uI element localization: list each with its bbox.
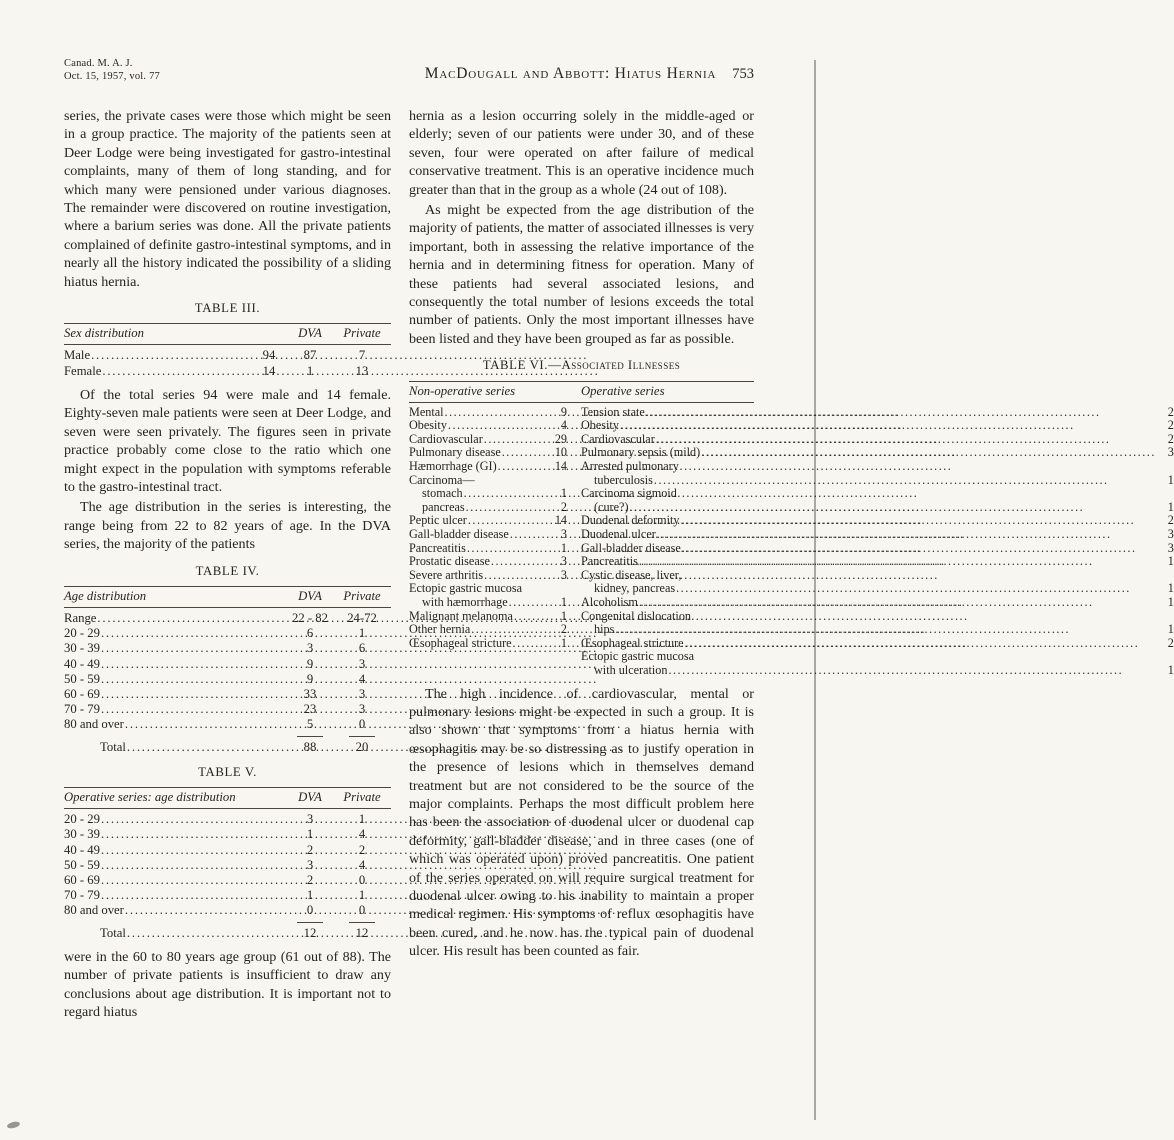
illness-label: Pancreatitis <box>581 554 638 569</box>
table-row <box>409 501 567 515</box>
illness-count: 1 <box>1167 499 1174 514</box>
illness-label: Œsophageal stricture <box>409 635 512 650</box>
row-label: 30 - 39 <box>64 827 100 842</box>
illness-label: Hæmorrhage (GI) <box>409 459 497 474</box>
dot-leader <box>448 419 549 433</box>
table-row <box>581 446 1174 460</box>
table-row <box>409 582 567 596</box>
table-row <box>581 528 1174 542</box>
illness-label: Gall-bladder disease <box>581 540 681 555</box>
dot-leader <box>125 903 284 918</box>
table-iv <box>64 562 391 755</box>
scan-edge-artifact <box>814 60 816 1120</box>
illness-label: hips <box>594 622 615 637</box>
illness-count: 1 <box>1167 554 1174 569</box>
table-row <box>581 419 1174 433</box>
dot-leader <box>101 843 284 858</box>
illness-label: Tension state <box>581 404 645 419</box>
illness-count: 1 <box>1167 581 1174 596</box>
cell-dva: 1 <box>306 363 314 378</box>
cell-private: 24-72 <box>347 610 377 625</box>
dot-leader <box>639 596 1156 610</box>
dot-leader <box>101 672 284 687</box>
table-iii-caption: TABLE III. <box>194 301 261 316</box>
dot-leader <box>101 827 284 842</box>
table-row <box>581 542 1174 556</box>
illness-label: Arrested pulmonary <box>581 459 679 474</box>
cell-dva: 3 <box>306 812 314 827</box>
dot-leader <box>682 542 1156 556</box>
table-v-body <box>64 809 391 918</box>
illness-count: 9 <box>560 404 567 419</box>
cell-private: 3 <box>358 656 366 671</box>
row-label: 40 - 49 <box>64 656 100 671</box>
illness-count: 3 <box>1167 445 1174 460</box>
dot-leader <box>101 702 284 717</box>
table-row <box>64 812 391 827</box>
column-header-label: Sex distribution <box>64 326 144 341</box>
table-row <box>581 555 1174 569</box>
cell-total: 94 <box>262 348 276 363</box>
cell-private: 3 <box>358 686 366 701</box>
journal-citation <box>64 58 160 83</box>
dot-leader <box>630 501 1156 515</box>
illness-label: Pulmonary disease <box>409 445 501 460</box>
illness-count: 3 <box>1167 540 1174 555</box>
row-label: 20 - 29 <box>64 812 100 827</box>
row-label: 80 and over <box>64 903 124 918</box>
table-row <box>409 514 567 528</box>
illness-label: Pancreatitis <box>409 540 466 555</box>
dot-leader <box>510 528 549 542</box>
illness-count: 1 <box>560 608 567 623</box>
illness-count: 14 <box>554 459 567 474</box>
cell-private: 0 <box>358 872 366 887</box>
table-vi-caption-title: Associated Illnesses <box>561 358 681 373</box>
dot-leader <box>484 569 549 583</box>
illness-label: Œsophageal stricture <box>581 635 684 650</box>
dot-leader <box>654 474 1156 488</box>
table-iv-total-row <box>64 740 391 755</box>
illness-count: 1 <box>560 595 567 609</box>
cell-private: 0 <box>358 717 366 732</box>
illness-count: 1 <box>560 540 567 555</box>
table-row <box>409 623 567 637</box>
cell-dva: 3 <box>306 857 314 872</box>
table-row <box>64 843 391 858</box>
table-row <box>581 474 1174 488</box>
illness-label: Obesity <box>581 418 619 433</box>
dot-leader <box>101 687 284 702</box>
paragraph: The high incidence of cardiovascular, mental or pulmonary lesions might be expected in such a group. It is also shown that symptoms from a hiatus hernia with œsophagitis may be so distressing as to justify operation in the presence of lesions which in themselves demand treatment but are not considered to be the source of the major complaints. Perhaps the most difficult problem here has been the association of duodenal ulcer or duodenal cap deformity, gall-bladder disease, and in three cases (one of which was operated upon) proved pancreatitis. One patient of the series operated on will require surgical treatment for duodenal ulcer owing to his inability to maintain a proper medical regimen. His symptoms of reflux œsophagitis have been cured, and he now has the typical pain of duodenal ulcer. His result has been counted as fair. <box>409 685 754 960</box>
illness-label: Congenital dislocation <box>581 608 692 623</box>
table-row <box>64 888 391 903</box>
column-header-private: Private <box>343 588 381 603</box>
illness-label: Malignant melanoma <box>409 608 513 623</box>
table-row <box>409 596 567 610</box>
column-header-private: Private <box>343 326 381 341</box>
table-row <box>64 626 391 641</box>
illness-count: 1 <box>1167 472 1174 487</box>
illness-label: Peptic ulcer <box>409 513 467 528</box>
dot-leader <box>97 611 284 626</box>
dot-leader <box>466 501 549 515</box>
table-v-caption: TABLE V. <box>198 764 257 779</box>
illness-label: Severe arthritis <box>409 567 484 582</box>
cell-dva: 9 <box>306 671 314 686</box>
dot-leader <box>101 626 284 641</box>
dot-leader <box>509 596 549 610</box>
illness-label: Carcinoma— <box>409 472 475 487</box>
running-head <box>425 65 754 83</box>
column-header-dva: DVA <box>298 790 322 805</box>
paragraph: were in the 60 to 80 years age group (61 out of 88). The number of private patients is insufficient to draw any conclusions about age distribution. It is important not to regard hiatus <box>64 948 391 1021</box>
illness-label: stomach <box>422 486 463 501</box>
table-row <box>64 873 391 888</box>
illness-count: 1 <box>1167 622 1174 637</box>
table-row <box>64 657 391 672</box>
row-label: Female <box>64 363 102 378</box>
illness-count: 1 <box>560 486 567 501</box>
dot-leader <box>101 873 284 888</box>
table-vi-body <box>409 403 1174 678</box>
table-iii <box>64 299 391 379</box>
column-header-label: Operative series: age distribution <box>64 790 236 805</box>
table-row <box>64 364 391 379</box>
paragraph: series, the private cases were those which might be seen in a group practice. The majority of the patients seen at Deer Lodge were being investigated for gastro-intestinal complaints, many of them of long standing, and for which many were pensioned under various diagnoses. The remainder were discovered on routine investigation, where a barium series was done. All the private patients complained of definite gastro-intestinal symptoms, and in nearly all the history indicated the possibility of a sliding hiatus hernia. <box>64 108 391 290</box>
dot-leader <box>491 555 549 569</box>
cell-dva: 22 - 82 <box>292 610 328 625</box>
cell-dva-total: 88 <box>287 740 333 755</box>
table-row <box>581 637 1174 651</box>
column-header-label: Age distribution <box>64 588 147 603</box>
illness-count: 2 <box>1167 513 1174 528</box>
table-row <box>64 672 391 687</box>
table-row <box>64 611 391 626</box>
table-vi-header <box>409 381 754 403</box>
row-label: 20 - 29 <box>64 626 100 641</box>
illness-count: 2 <box>560 499 567 514</box>
row-label: 70 - 79 <box>64 888 100 903</box>
dot-leader <box>127 926 284 941</box>
illness-label: tuberculosis <box>594 472 653 487</box>
dot-leader <box>646 406 1156 420</box>
illness-label: with hæmorrhage <box>422 595 508 609</box>
row-label: 60 - 69 <box>64 872 100 887</box>
illness-count: 1 <box>1167 662 1174 677</box>
cell-dva: 1 <box>306 888 314 903</box>
cell-private: 4 <box>358 827 366 842</box>
dot-leader <box>125 717 284 732</box>
illness-count: 3 <box>560 554 567 569</box>
cell-private: 1 <box>358 626 366 641</box>
dot-leader <box>668 664 1155 678</box>
column-header-private: Private <box>343 790 381 805</box>
dot-leader <box>701 446 1156 460</box>
table-row <box>64 687 391 702</box>
table-row <box>581 433 1174 447</box>
dot-leader <box>502 446 549 460</box>
table-v-header <box>64 787 391 809</box>
cell-dva: 9 <box>306 656 314 671</box>
dot-leader <box>467 542 549 556</box>
cell-private-total: 20 <box>333 740 391 755</box>
table-row <box>409 528 567 542</box>
dot-leader <box>620 419 1156 433</box>
row-label: 50 - 59 <box>64 671 100 686</box>
illness-label: Cardiovascular <box>581 431 655 446</box>
operative-series-list <box>581 406 1174 678</box>
column-header-dva: DVA <box>298 326 322 341</box>
table-vi-caption <box>409 356 754 374</box>
table-row <box>409 555 567 569</box>
journal-issue-date: Oct. 15, 1957, vol. 77 <box>64 70 160 82</box>
illness-count: 2 <box>1167 418 1174 433</box>
table-row <box>581 596 1174 610</box>
table-row <box>581 623 1174 637</box>
table-v-total-row <box>64 926 391 941</box>
dot-leader <box>445 406 549 420</box>
dot-leader <box>101 888 284 903</box>
illness-label: Ectopic gastric mucosa <box>409 581 523 596</box>
illness-label: Pulmonary sepsis (mild) <box>581 445 701 460</box>
dot-leader <box>101 858 284 873</box>
cell-private: 7 <box>358 348 366 363</box>
left-column <box>64 107 391 1023</box>
dot-leader <box>498 460 549 474</box>
table-row <box>409 446 567 460</box>
illness-count: 2 <box>1167 635 1174 650</box>
cell-private: 4 <box>358 671 366 686</box>
illness-count: 14 <box>554 513 567 528</box>
cell-private: 2 <box>358 842 366 857</box>
table-iv-header <box>64 586 391 608</box>
cell-private: 1 <box>358 812 366 827</box>
illness-label: Prostatic disease <box>409 554 490 569</box>
dot-leader <box>615 623 1156 637</box>
illness-count: 2 <box>560 622 567 637</box>
illness-count: 10 <box>554 445 567 460</box>
dot-leader <box>514 610 549 624</box>
illness-label: Cystic disease, liver, <box>581 567 682 582</box>
table-row <box>409 433 567 447</box>
cell-dva: 2 <box>306 872 314 887</box>
table-row <box>581 582 1174 596</box>
table-row <box>409 610 567 624</box>
illness-label: Cardiovascular <box>409 431 483 446</box>
table-v <box>64 763 391 941</box>
illness-label: Ectopic gastric mucosa <box>581 649 695 664</box>
table-vi-caption-dash: — <box>548 358 562 373</box>
journal-name: Canad. M. A. J. <box>64 58 133 69</box>
cell-private: 6 <box>358 641 366 656</box>
table-row <box>581 501 1174 515</box>
illness-label: Carcinoma sigmoid <box>581 486 677 501</box>
row-label: Total <box>100 925 126 940</box>
row-label: 60 - 69 <box>64 686 100 701</box>
table-row <box>64 641 391 656</box>
table-row <box>581 514 1174 528</box>
dot-leader <box>657 528 1156 542</box>
table-row <box>409 460 567 474</box>
cell-private: 13 <box>355 363 369 378</box>
table-row <box>409 474 567 488</box>
illness-count: 2 <box>1167 431 1174 446</box>
cell-dva: 6 <box>306 626 314 641</box>
illness-count: 3 <box>560 567 567 582</box>
row-label: 30 - 39 <box>64 641 100 656</box>
cell-total: 14 <box>262 363 276 378</box>
illness-label: Duodenal deformity <box>581 513 680 528</box>
table-vi <box>409 356 1174 677</box>
illness-count: 4 <box>560 418 567 433</box>
cell-private: 1 <box>358 888 366 903</box>
table-row <box>581 406 1174 420</box>
cell-dva: 3 <box>306 641 314 656</box>
dot-leader <box>101 657 284 672</box>
dot-leader <box>656 433 1156 447</box>
running-title: MacDougall and Abbott: Hiatus Hernia <box>424 65 717 82</box>
illness-count: 1 <box>560 635 567 650</box>
row-label: Range <box>64 610 97 625</box>
cell-dva: 23 <box>303 702 317 717</box>
table-row <box>581 610 1174 624</box>
illness-label: with ulceration <box>594 662 668 677</box>
table-row <box>581 650 1174 664</box>
scan-corner-artifact <box>6 1121 20 1130</box>
table-row <box>64 348 391 363</box>
dot-leader <box>513 637 549 651</box>
table-row <box>64 858 391 873</box>
illness-count: 3 <box>1167 527 1174 542</box>
cell-private: 3 <box>358 702 366 717</box>
illness-label: pancreas <box>422 499 465 514</box>
illness-label: Alcoholism <box>581 595 638 609</box>
dot-leader <box>685 637 1156 651</box>
page-header <box>64 58 754 83</box>
table-iii-body <box>64 345 391 378</box>
table-row <box>64 903 391 918</box>
illness-label: Other hernia <box>409 622 471 637</box>
table-row <box>409 542 567 556</box>
column-header-operative: Operative series <box>581 383 665 398</box>
dot-leader <box>468 514 549 528</box>
dot-leader <box>464 487 549 501</box>
two-column-body <box>64 107 1174 1023</box>
paragraph: As might be expected from the age distribution of the majority of patients, the matter of associated illnesses is very important, both in assessing the relative importance of the hernia and in determining fitness for operation. Many of these patients had several associated lesions, and consequently the total number of lesions exceeds the total number of patients. Only the most important illnesses have been listed and they have been grouped as far as possible. <box>409 202 754 347</box>
illness-label: (cure?) <box>594 499 629 514</box>
row-label: 50 - 59 <box>64 857 100 872</box>
table-row <box>409 419 567 433</box>
paragraph: hernia as a lesion occurring solely in the middle-aged or elderly; seven of our patients were under 30, and of these seven, four were operated on after failure of medical conservative treatment. This is an operative incidence much greater than that in the group as a whole (24 out of 108). <box>409 108 754 198</box>
row-label: 80 and over <box>64 717 124 732</box>
row-label: 40 - 49 <box>64 842 100 857</box>
table-row <box>409 637 567 651</box>
table-row <box>581 487 1174 501</box>
cell-dva: 5 <box>306 717 314 732</box>
row-label: Male <box>64 348 91 363</box>
paragraph: The age distribution in the series is interesting, the range being from 22 to 82 years of age. In the DVA series, the majority of the patients <box>64 499 391 553</box>
table-row <box>581 664 1174 678</box>
table-row <box>64 702 391 717</box>
cell-private: 0 <box>358 903 366 918</box>
table-row <box>409 569 567 583</box>
nonoperative-series-list <box>409 406 567 678</box>
dot-leader <box>484 433 549 447</box>
table-row <box>64 717 391 732</box>
dot-leader <box>681 514 1156 528</box>
illness-label: Mental <box>409 404 444 419</box>
cell-private-total: 12 <box>333 926 391 941</box>
cell-dva: 2 <box>306 842 314 857</box>
table-iv-body <box>64 608 391 733</box>
table-row <box>581 569 1174 583</box>
cell-dva: 87 <box>303 348 317 363</box>
table-iv-caption: TABLE IV. <box>195 563 260 578</box>
cell-dva: 33 <box>303 686 317 701</box>
dot-leader <box>639 555 1156 569</box>
illness-count: 1 <box>1167 595 1174 609</box>
row-label: 70 - 79 <box>64 702 100 717</box>
dot-leader <box>676 582 1156 596</box>
page-number: 753 <box>732 66 754 82</box>
table-iii-header <box>64 323 391 345</box>
cell-dva: 0 <box>306 903 314 918</box>
illness-label: Gall-bladder disease <box>409 527 509 542</box>
cell-dva-total: 12 <box>287 926 333 941</box>
table-row <box>409 487 567 501</box>
dot-leader <box>127 740 284 755</box>
illness-count: 3 <box>560 527 567 542</box>
dot-leader <box>101 641 284 656</box>
table-vi-caption-number: TABLE VI. <box>482 358 549 373</box>
table-row <box>581 460 1174 474</box>
illness-label: Duodenal ulcer <box>581 527 656 542</box>
illness-count: 29 <box>554 431 567 446</box>
dot-leader <box>101 812 284 827</box>
column-header-nonoperative: Non-operative series <box>409 383 516 398</box>
dot-leader <box>471 623 549 637</box>
table-row <box>409 406 567 420</box>
illness-count: 2 <box>1167 404 1174 419</box>
dot-leader <box>91 348 248 363</box>
cell-private: 4 <box>358 857 366 872</box>
right-column <box>409 107 1174 1023</box>
row-label: Total <box>100 739 126 754</box>
dot-leader <box>102 364 248 379</box>
table-row <box>64 827 391 842</box>
column-header-dva: DVA <box>298 588 322 603</box>
cell-dva: 1 <box>306 827 314 842</box>
paragraph: Of the total series 94 were male and 14 female. Eighty-seven male patients were seen at Deer Lodge, and seven were seen privately. The figures seen in private practice probably come close to the ratio which one might expect in the population with symptoms referable to the gastro-intestinal tract. <box>64 386 391 495</box>
illness-label: kidney, pancreas <box>594 581 676 596</box>
illness-label: Obesity <box>409 418 447 433</box>
